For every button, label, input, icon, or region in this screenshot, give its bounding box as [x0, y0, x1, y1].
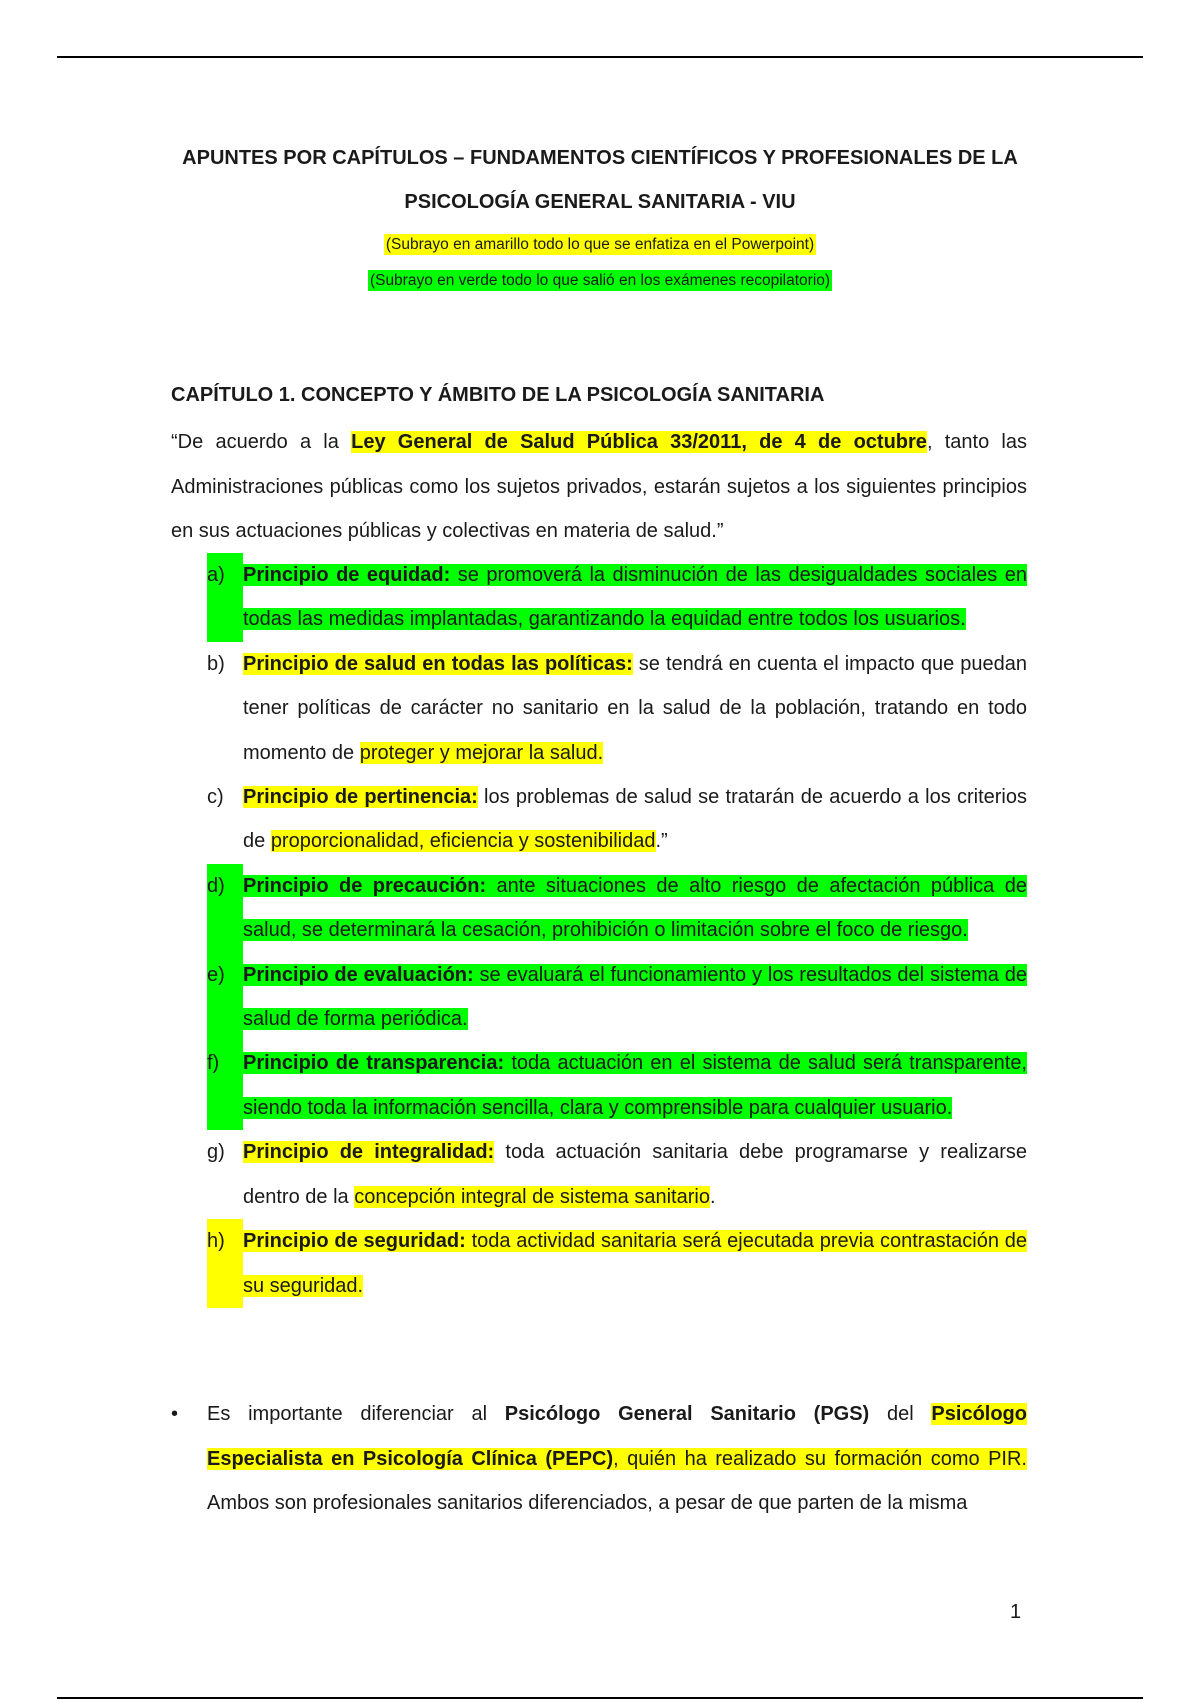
principle-tail: . — [709, 1185, 716, 1208]
bullet-dot: • — [171, 1403, 179, 1425]
bullet-item-pgs-pepc — [171, 1392, 1027, 1526]
page-number: 1 — [1010, 1601, 1022, 1623]
bullet-text-1: Es importante diferenciar al — [207, 1403, 505, 1425]
principle-text: toda actuación en el sistema de salud será transparente, siendo toda la información sencilla, clara y comprensible para cualquier usuario. — [243, 1052, 1027, 1119]
principle-highlight: proporcionalidad, eficiencia y sostenibilidad — [270, 830, 656, 853]
list-marker: h) — [207, 1219, 243, 1308]
principle-name: Principio de evaluación: — [243, 963, 474, 986]
principle-name: Principio de pertinencia: — [243, 786, 478, 809]
principle-text: se evaluará el funcionamiento y los resultados del sistema de salud de forma periódica. — [243, 963, 1027, 1031]
bullet-text-2: del — [869, 1403, 932, 1425]
principle-text: se tendrá en cuenta el impacto que puedan tener políticas de carácter no sanitario en la salud de la población, tratando en todo momento de — [243, 652, 1027, 764]
principle-tail: .” — [655, 830, 668, 853]
footer-rule — [57, 1697, 1143, 1699]
intro-paragraph — [171, 420, 1027, 554]
list-item-seguridad — [207, 1219, 1027, 1308]
list-marker: f) — [207, 1041, 243, 1130]
list-marker: a) — [207, 553, 243, 642]
green-legend-note — [0, 264, 1200, 298]
list-item-pertinencia — [207, 775, 1027, 864]
law-reference: Ley General de Salud Pública 33/2011, de 4 de octubre — [351, 431, 927, 453]
principle-name: Principio de transparencia: — [243, 1052, 505, 1075]
bullet-text-3: , quién ha realizado su formación como PIR. — [613, 1447, 1027, 1470]
yellow-legend-note — [0, 228, 1200, 262]
intro-text-after: , tanto las Administraciones públicas como los sujetos privados, estarán sujetos a los siguientes principios en sus actuaciones públicas y colectivas en materia de salud.” — [171, 431, 1027, 542]
principle-highlight: proteger y mejorar la salud. — [359, 741, 604, 764]
intro-text-before: “De acuerdo a la — [171, 431, 352, 453]
pepc-term: Psicólogo Especialista en Psicología Clínica (PEPC) — [207, 1403, 1027, 1470]
list-item-equidad — [207, 553, 1027, 642]
list-marker: d) — [207, 864, 243, 953]
principle-name: Principio de precaución: — [243, 874, 487, 897]
list-item-evaluacion — [207, 953, 1027, 1042]
list-marker: g) — [207, 1141, 225, 1164]
principle-name: Principio de salud en todas las políticas: — [243, 652, 633, 675]
yellow-legend-text: (Subrayo en amarillo todo lo que se enfatiza en el Powerpoint) — [385, 236, 815, 253]
list-item-integralidad — [207, 1130, 1027, 1219]
principle-text: se promoverá la disminución de las desigualdades sociales en todas las medidas implantadas, garantizando la equidad entre todos los usuarios. — [243, 564, 1027, 631]
document-title-line-2: PSICOLOGÍA GENERAL SANITARIA - VIU — [404, 191, 796, 213]
list-marker: c) — [207, 786, 224, 809]
principle-text: ante situaciones de alto riesgo de afectación pública de salud, se determinará la cesación, prohibición o limitación sobre el foco de riesgo. — [243, 874, 1027, 942]
principle-name: Principio de seguridad: — [243, 1230, 466, 1253]
principle-name: Principio de equidad: — [243, 564, 451, 586]
principle-text: los problemas de salud se tratarán de acuerdo a los criterios de — [243, 786, 1027, 853]
list-marker: e) — [207, 953, 243, 1042]
pgs-term: Psicólogo General Sanitario (PGS) — [504, 1403, 870, 1425]
principle-text: toda actuación sanitaria debe programarse y realizarse dentro de la — [243, 1141, 1028, 1208]
list-marker: b) — [207, 652, 225, 675]
list-item-precaucion — [207, 864, 1027, 953]
principle-highlight: concepción integral de sistema sanitario — [354, 1185, 710, 1208]
header-rule — [57, 56, 1143, 58]
document-title-line-1: APUNTES POR CAPÍTULOS – FUNDAMENTOS CIENTÍFICOS Y PROFESIONALES DE LA — [182, 147, 1018, 169]
list-item-transparencia — [207, 1041, 1027, 1130]
principle-text: toda actividad sanitaria será ejecutada previa contrastación de su seguridad. — [243, 1230, 1027, 1297]
green-legend-text: (Subrayo en verde todo lo que salió en los exámenes recopilatorio) — [369, 272, 831, 289]
bullet-text-4: Ambos son profesionales sanitarios diferenciados, a pesar de que parten de la misma — [207, 1492, 968, 1514]
principle-name: Principio de integralidad: — [243, 1141, 495, 1164]
principles-list — [207, 553, 1027, 1308]
list-item-salud-politicas — [207, 642, 1027, 775]
chapter-heading: CAPÍTULO 1. CONCEPTO Y ÁMBITO DE LA PSICOLOGÍA SANITARIA — [171, 384, 825, 406]
